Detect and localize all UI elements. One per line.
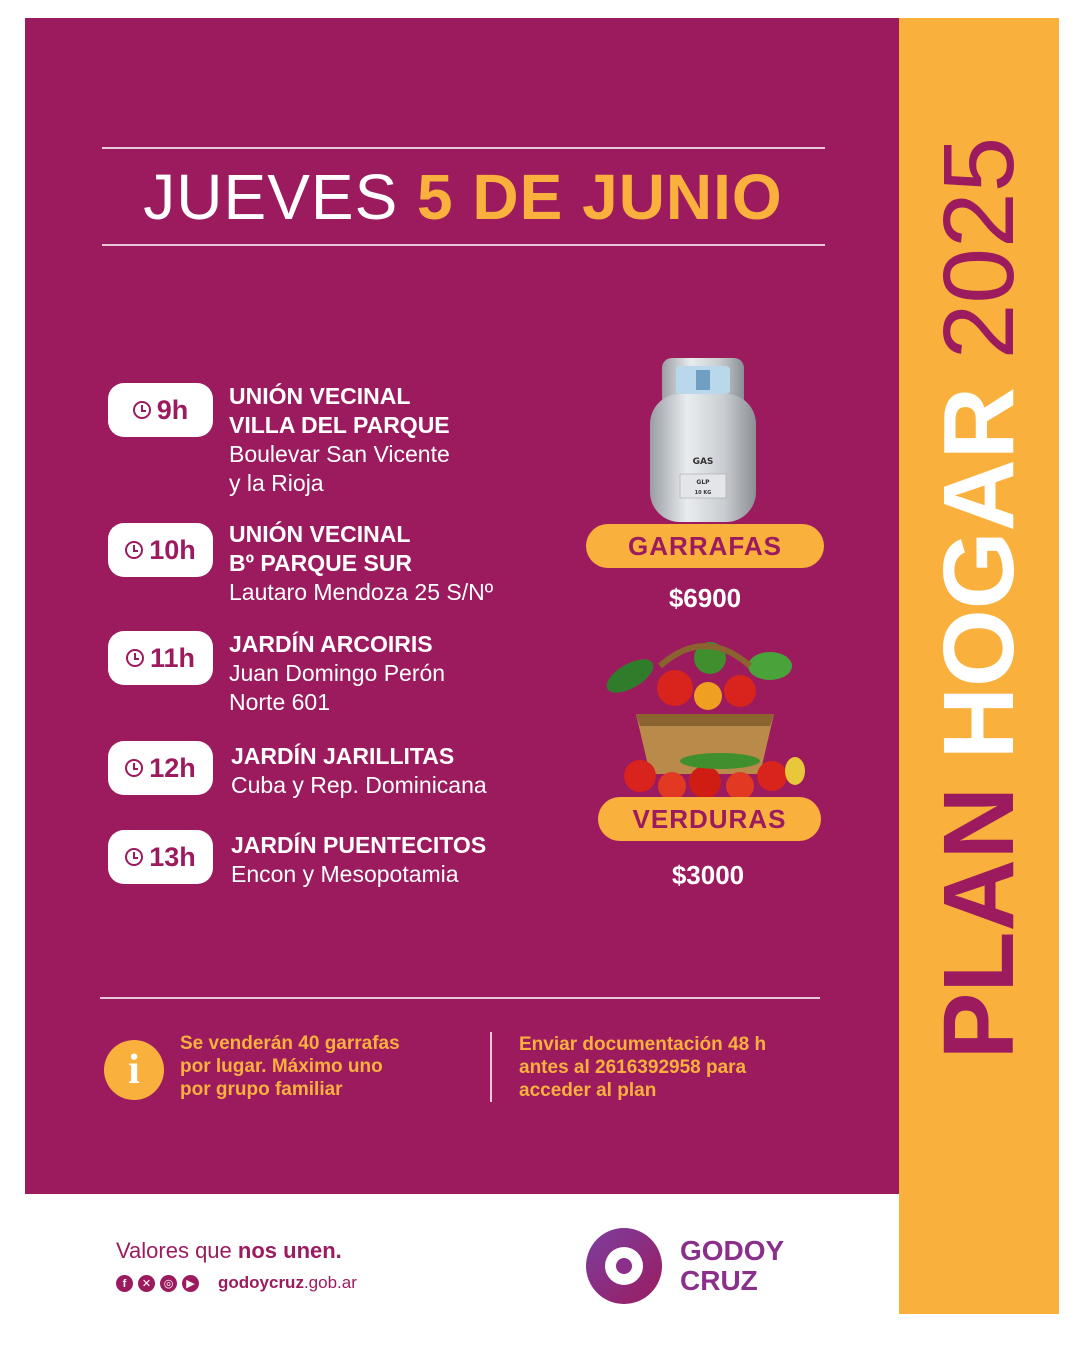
location-address: Norte 601 xyxy=(229,689,331,715)
location-address: Encon y Mesopotamia xyxy=(231,861,459,887)
garrafas-badge: GARRAFAS xyxy=(586,524,824,568)
location-name: JARDÍN PUENTECITOS xyxy=(231,832,487,858)
godoy-cruz-logo-text xyxy=(680,1236,784,1296)
garrafas-price: $6900 xyxy=(668,583,742,613)
time-badge xyxy=(108,523,213,577)
side-banner xyxy=(899,18,1059,1314)
time-label: 10h xyxy=(149,534,196,565)
location-item xyxy=(231,831,486,889)
note-left-line: Se venderán 40 garrafas xyxy=(180,1033,400,1054)
x-icon[interactable]: ✕ xyxy=(138,1275,155,1292)
clock-icon xyxy=(125,759,143,777)
time-label: 12h xyxy=(149,752,196,783)
gas-tank-image xyxy=(640,356,766,526)
note-left xyxy=(180,1032,400,1101)
notes-divider xyxy=(490,1032,492,1102)
site-bold: godoycruz xyxy=(218,1273,304,1292)
location-name: UNIÓN VECINAL xyxy=(229,521,411,547)
time-badge xyxy=(108,741,213,795)
note-right-line: antes al 2616392958 para xyxy=(519,1057,747,1078)
location-name: JARDÍN ARCOIRIS xyxy=(229,631,433,657)
note-left-line: por lugar. Máximo uno xyxy=(180,1056,383,1077)
info-icon: i xyxy=(104,1040,164,1100)
social-icons xyxy=(116,1275,199,1292)
location-item xyxy=(229,382,450,498)
note-right-line: Enviar documentación 48 h xyxy=(519,1034,767,1055)
note-right xyxy=(519,1033,766,1102)
location-name: UNIÓN VECINAL xyxy=(229,383,411,409)
clock-icon xyxy=(125,848,143,866)
logo-line2: CRUZ xyxy=(680,1265,758,1296)
time-badge xyxy=(108,383,213,437)
title-date: 5 DE JUNIO xyxy=(417,161,783,233)
time-badge xyxy=(108,631,213,685)
tank-weight-label: 10 KG xyxy=(694,490,712,496)
slogan-regular: Valores que xyxy=(116,1238,238,1263)
website-link[interactable] xyxy=(218,1273,357,1293)
location-address: Boulevar San Vicente xyxy=(229,441,450,467)
site-regular: .gob.ar xyxy=(303,1273,357,1292)
clock-icon xyxy=(126,649,144,667)
title-day: JUEVES xyxy=(143,161,399,233)
youtube-icon[interactable]: ▶ xyxy=(182,1275,199,1292)
location-item xyxy=(229,520,493,607)
location-name: JARDÍN JARILLITAS xyxy=(231,743,455,769)
location-address: y la Rioja xyxy=(229,470,324,496)
title-top-rule xyxy=(102,147,825,149)
time-label: 13h xyxy=(149,841,196,872)
time-label: 11h xyxy=(149,642,196,673)
location-name: VILLA DEL PARQUE xyxy=(229,412,450,438)
facebook-icon[interactable]: f xyxy=(116,1275,133,1292)
note-right-line: acceder al plan xyxy=(519,1080,657,1101)
logo-line1: GODOY xyxy=(680,1235,785,1266)
verduras-badge: VERDURAS xyxy=(598,797,821,841)
verduras-price: $3000 xyxy=(671,860,745,890)
time-label: 9h xyxy=(156,394,189,425)
side-banner-text xyxy=(923,136,1035,1060)
clock-icon xyxy=(125,541,143,559)
tank-sub-label: GLP xyxy=(696,479,710,486)
page-title xyxy=(102,160,824,234)
location-item xyxy=(229,630,445,717)
tank-label: GAS xyxy=(692,457,714,467)
slogan-bold: nos unen. xyxy=(237,1238,342,1263)
location-address: Cuba y Rep. Dominicana xyxy=(231,772,487,798)
footer-slogan xyxy=(116,1238,342,1264)
godoy-cruz-logo-icon xyxy=(586,1228,662,1304)
location-name: Bº PARQUE SUR xyxy=(229,550,413,576)
title-bottom-rule xyxy=(102,244,825,246)
vegetable-basket-image xyxy=(600,636,810,808)
note-left-line: por grupo familiar xyxy=(180,1079,343,1100)
time-badge xyxy=(108,830,213,884)
side-hogar: HOGAR xyxy=(923,387,1035,760)
location-item xyxy=(231,742,487,800)
instagram-icon[interactable]: ◎ xyxy=(160,1275,177,1292)
clock-icon xyxy=(133,401,151,419)
location-address: Lautaro Mendoza 25 S/Nº xyxy=(229,579,494,605)
location-address: Juan Domingo Perón xyxy=(229,660,446,686)
notes-top-rule xyxy=(100,997,820,999)
side-year: 2025 xyxy=(923,136,1035,360)
side-plan: PLAN xyxy=(923,787,1035,1060)
